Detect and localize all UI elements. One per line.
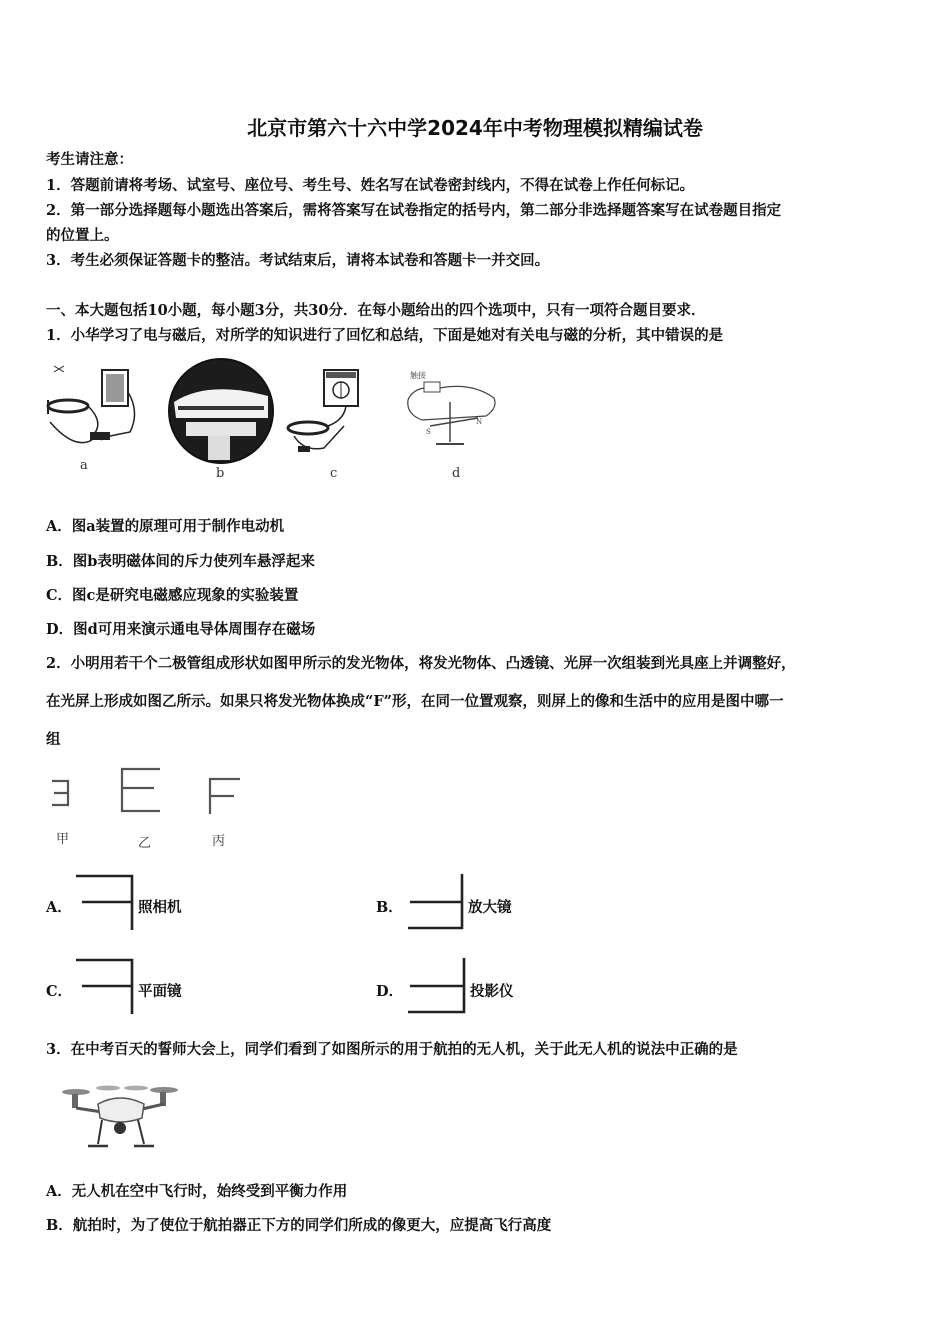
- figure-yi-shape: [118, 766, 164, 814]
- question-stem: 3．在中考百天的誓师大会上，同学们看到了如图所示的用于航拍的无人机，关于此无人机的说法中正确的是: [46, 1041, 738, 1058]
- option-text: 投影仪: [470, 983, 514, 1000]
- question-stem: 1．小华学习了电与磁后，对所学的知识进行了回忆和总结，下面是她对有关电与磁的分析，其中错误的是: [46, 327, 724, 344]
- option-a-image-shape: [74, 872, 136, 932]
- option-letter: D．: [376, 983, 404, 1000]
- option-letter: C．: [46, 983, 73, 1000]
- option-c-image-shape: [74, 956, 136, 1016]
- notice-heading: 考生请注意：: [46, 151, 133, 168]
- notice-item: 2．第一部分选择题每小题选出答案后，需将答案写在试卷指定的括号内，第二部分非选择题答案写在试卷题目指定: [46, 202, 782, 219]
- figure-label: 甲: [56, 832, 70, 847]
- option-text: 放大镜: [468, 899, 512, 916]
- figure-label: 丙: [212, 834, 226, 849]
- option-text: 照相机: [138, 899, 182, 916]
- figure-bing-f-shape: [206, 776, 242, 816]
- svg-text:N: N: [476, 418, 483, 426]
- section-heading: 一、本大题包括10小题，每小题3分，共30分．在每小题给出的四个选项中，只有一项符合题目要求．: [46, 302, 706, 319]
- option-a: A．图a装置的原理可用于制作电动机: [46, 518, 285, 535]
- figure-label: d: [452, 466, 461, 481]
- figure-label: 乙: [138, 836, 152, 851]
- option-b: B．航拍时，为了使位于航拍器正下方的同学们所成的像更大，应提高飞行高度: [46, 1217, 552, 1234]
- figure-d-compass-wire: [402, 364, 502, 456]
- svg-text:S: S: [426, 428, 431, 436]
- option-letter: B．: [376, 899, 403, 916]
- svg-text:触接: 触接: [410, 371, 426, 380]
- figure-b-maglev-train: [168, 358, 274, 464]
- option-b: B．图b表明磁体间的斥力使列车悬浮起来: [46, 553, 315, 570]
- option-text: 平面镜: [138, 983, 182, 1000]
- notice-item: 的位置上。: [46, 227, 119, 244]
- page-title: 北京市第六十六中学2024年中考物理模拟精编试卷: [247, 116, 703, 140]
- option-letter: A．: [46, 899, 72, 916]
- question-stem: 2．小明用若干个二极管组成形状如图甲所示的发光物体，将发光物体、凸透镜、光屏一次组装到光具座上并调整好，: [46, 655, 796, 672]
- figure-c-motor-apparatus: [284, 366, 368, 458]
- question-stem: 组: [46, 731, 61, 748]
- notice-item: 1．答题前请将考场、试室号、座位号、考生号、姓名写在试卷密封线内，不得在试卷上作任何标记。: [46, 177, 695, 194]
- figure-jia-shape: [50, 778, 72, 808]
- figure-label: c: [330, 466, 338, 481]
- figure-label: b: [216, 466, 225, 481]
- option-a: A．无人机在空中飞行时，始终受到平衡力作用: [46, 1183, 348, 1200]
- figure-a-electromagnetic-induction: [44, 362, 144, 452]
- notice-item: 3．考生必须保证答题卡的整洁。考试结束后，请将本试卷和答题卡一并交回。: [46, 252, 550, 269]
- drone-illustration: [58, 1082, 182, 1156]
- figure-label: a: [80, 458, 88, 473]
- option-b-image-shape: [404, 872, 466, 932]
- question-stem: 在光屏上形成如图乙所示。如果只将发光物体换成“F”形，在同一位置观察，则屏上的像和生活中的应用是图中哪一: [46, 693, 784, 710]
- option-d-image-shape: [404, 956, 466, 1016]
- option-c: C．图c是研究电磁感应现象的实验装置: [46, 587, 299, 604]
- option-d: D．图d可用来演示通电导体周围存在磁场: [46, 621, 316, 638]
